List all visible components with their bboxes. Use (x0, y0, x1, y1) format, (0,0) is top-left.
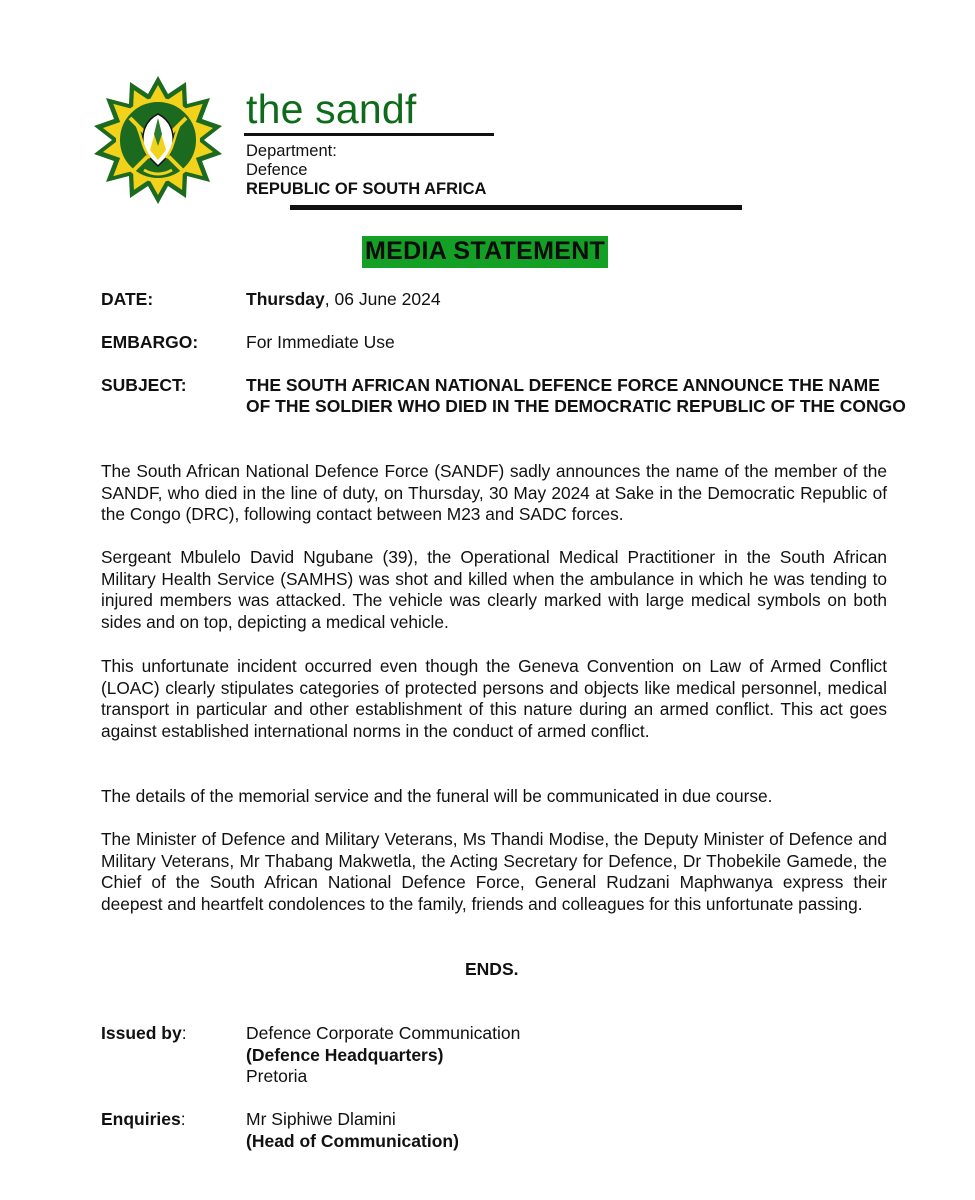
header-rule-short (244, 133, 494, 136)
paragraph-1: The South African National Defence Force (SANDF) sadly announces the name of the member of the SANDF, who died in the line of duty, on Thursday, 30 May 2024 at Sake in the Democratic Republic of the Congo (DRC), following contact between M23 and SADC forces. (101, 461, 887, 524)
sandf-emblem-icon (94, 74, 222, 206)
paragraph-3: This unfortunate incident occurred even though the Geneva Convention on Law of Armed Conflict (LOAC) clearly stipulates categories of protected persons and objects like medical personnel, medical transport in particular and other establishment of this nature during an armed conflict. This act goes against established international norms in the conduct of armed conflict. (101, 656, 887, 741)
embargo-label: EMBARGO: (101, 332, 199, 352)
date-day: Thursday (246, 289, 325, 309)
department-block (246, 142, 486, 199)
paragraph-2: Sergeant Mbulelo David Ngubane (39), the Operational Medical Practitioner in the South African Military Health Service (SAMHS) was shot and killed when the ambulance in which he was tending to injured members was attacked. The vehicle was clearly marked with large medical symbols on both sides and on top, depicting a medical vehicle. (101, 547, 887, 632)
issued-by-block (246, 1023, 520, 1088)
subject-label: SUBJECT: (101, 375, 187, 395)
dept-line-1: Department: (246, 142, 337, 160)
date-value (246, 289, 441, 310)
enquiries-line-1: Mr Siphiwe Dlamini (246, 1109, 396, 1129)
issued-by-label: Issued by: (101, 1023, 187, 1043)
paragraph-5: The Minister of Defence and Military Veterans, Ms Thandi Modise, the Deputy Minister of Defence and Military Veterans, Mr Thabang Makwetla, the Acting Secretary for Defence, Dr Thobekile Gamede, the Chief of the South African National Defence Force, General Rudzani Maphwanya express their deepest and heartfelt condolences to the family, friends and colleagues for this unfortunate passing. (101, 829, 887, 914)
enquiries-block (246, 1109, 459, 1152)
media-statement-title: MEDIA STATEMENT (362, 236, 608, 268)
header-rule-long (290, 205, 742, 210)
issued-line-1: Defence Corporate Communication (246, 1023, 521, 1043)
ends-marker: ENDS. (465, 959, 519, 979)
dept-line-3: REPUBLIC OF SOUTH AFRICA (246, 180, 487, 198)
enquiries-line-2: (Head of Communication) (246, 1130, 459, 1151)
issued-line-3: Pretoria (246, 1066, 308, 1086)
paragraph-4: The details of the memorial service and the funeral will be communicated in due course. (101, 786, 773, 806)
issued-line-2: (Defence Headquarters) (246, 1044, 444, 1065)
date-rest: , 06 June 2024 (324, 289, 441, 309)
dept-line-2: Defence (246, 161, 308, 179)
embargo-value: For Immediate Use (246, 332, 395, 352)
enquiries-label: Enquiries: (101, 1109, 186, 1129)
date-label: DATE: (101, 289, 154, 309)
brand-name: the sandf (246, 86, 417, 132)
subject-value: THE SOUTH AFRICAN NATIONAL DEFENCE FORCE ANNOUNCE THE NAME OF THE SOLDIER WHO DIED IN THE DEMOCRATIC REPUBLIC OF THE CONGO (246, 375, 906, 416)
